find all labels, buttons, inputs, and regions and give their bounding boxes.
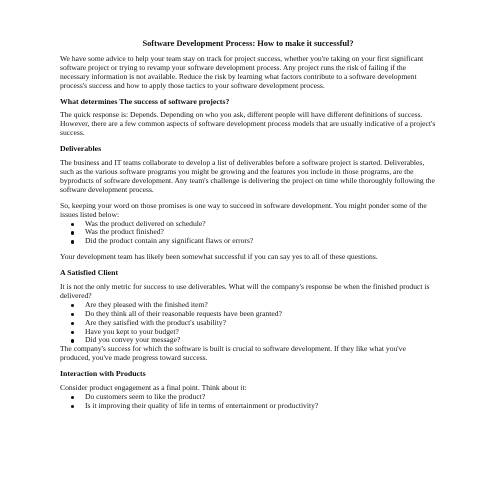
bullet-item: Do customers seem to like the product? xyxy=(85,393,436,402)
document-title: Software Development Process: How to make it successful? xyxy=(142,39,354,48)
bullet-item: Are they satisfied with the product's usability? xyxy=(85,319,436,328)
intro-paragraph: We have some advice to help your team stay on track for project success, whether you're taking on your first significant software project or trying to revamp your software development process. Any project runs the risk of failing if the necessary information is not available. Reduce the risk by learning what factors contribute to a software development process's success and how to apply those tactics to your software development process. xyxy=(60,53,424,90)
bullet-item: Do they think all of their reasonable requests have been granted? xyxy=(85,310,436,319)
section-heading-satisfied-client: A Satisfied Client xyxy=(60,268,119,278)
bullet-item: Did the product contain any significant flaws or errors? xyxy=(85,237,436,246)
section-paragraph: Consider product engagement as a final point. Think about it: xyxy=(60,383,247,393)
section-heading-interaction: Interaction with Products xyxy=(60,369,146,379)
section-closing: The company's success for which the software is built is crucial to software development. If they like what you've produced, you've made progress toward success. xyxy=(60,344,406,363)
section-paragraph: So, keeping your word on those promises is one way to succeed in software development. You might ponder some of the issues listed below: xyxy=(60,200,427,219)
bullet-item: Is it improving their quality of life in terms of entertainment or productivity? xyxy=(85,402,436,411)
bullet-item: Did you convey your message? xyxy=(85,336,436,345)
bullet-item: Was the product delivered on schedule? xyxy=(85,220,436,229)
section-heading-success: What determines The success of software projects? xyxy=(60,96,230,106)
bullet-list xyxy=(60,301,436,346)
section-heading-deliverables: Deliverables xyxy=(60,144,102,154)
bullet-list xyxy=(60,393,436,411)
bullet-item: Are they pleased with the finished item? xyxy=(85,301,436,310)
section-paragraph: The business and IT teams collaborate to develop a list of deliverables before a software project is started. Deliverables, such as the various software programs you might be growing and the features you include in those programs, are the byproducts of software development. Any team's challenge is delivering the project on time while thoroughly following the software development process. xyxy=(60,158,435,194)
section-paragraph: The quick response is: Depends. Depending on who you ask, different people will have different definitions of success. However, there are a few common aspects of software development process models that are usually indicative of a project's success. xyxy=(60,110,436,138)
bullet-list xyxy=(60,220,436,247)
bullet-item: Was the product finished? xyxy=(85,228,436,237)
section-paragraph: It is not the only metric for success to use deliverables. What will the company's response be when the finished product is delivered? xyxy=(60,282,430,300)
section-closing: Your development team has likely been somewhat successful if you can say yes to all of these questions. xyxy=(60,252,378,262)
bullet-item: Have you kept to your budget? xyxy=(85,328,436,337)
